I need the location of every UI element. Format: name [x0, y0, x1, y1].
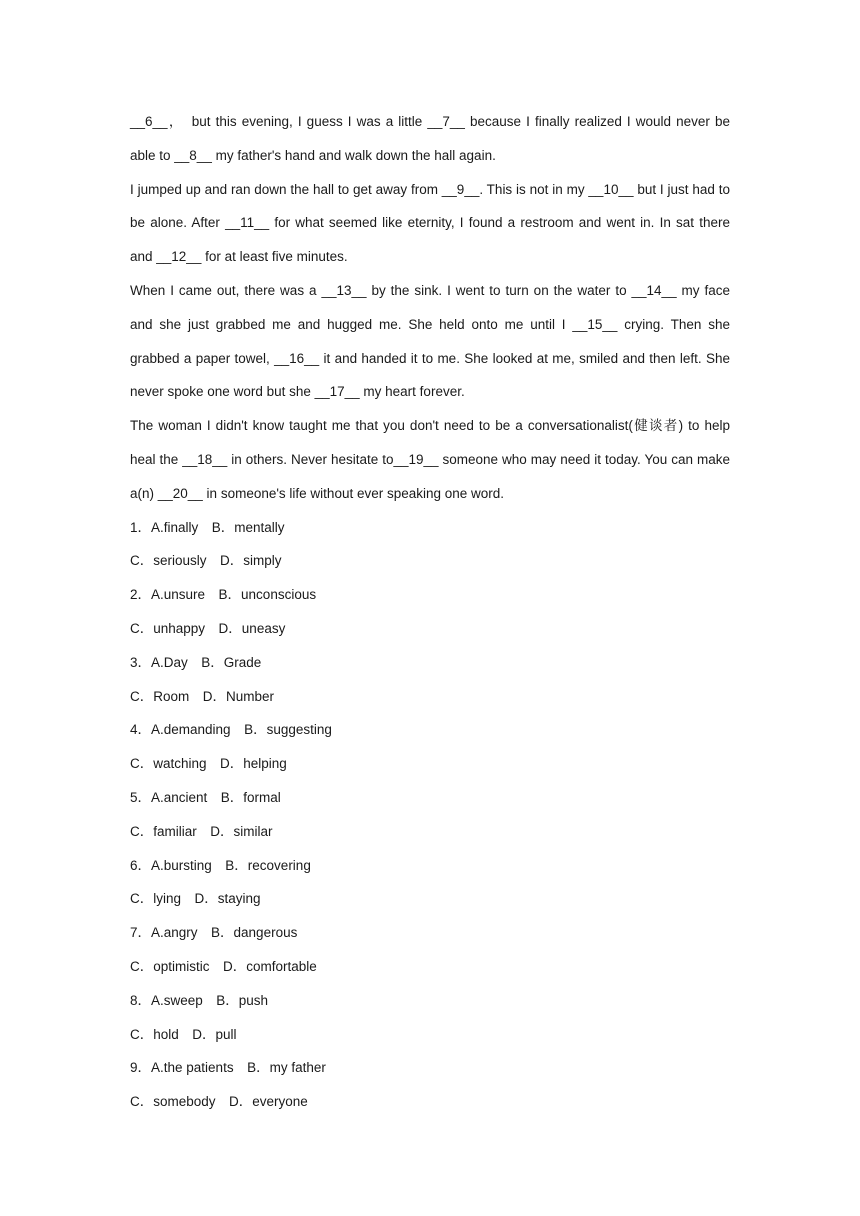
option-row: C．Room D．Number	[130, 688, 275, 704]
option-row: C．somebody D．everyone	[130, 1094, 308, 1110]
passage-paragraph: The woman I didn't know taught me that you don't need to be a conversationalist(健谈者) to help heal the __18__ in others. Never hesitate to__19__ someone who may need it today. You can make a(n) __20__ in someone's life without ever speaking one word.	[130, 418, 730, 501]
answer-options	[130, 511, 730, 1119]
option-row: C．unhappy D．uneasy	[130, 620, 286, 636]
option-row: 3．A.Day B．Grade	[130, 654, 262, 670]
option-row: 2．A.unsure B．unconscious	[130, 587, 317, 603]
option-row: 1．A.finally B．mentally	[130, 519, 285, 535]
document-page	[130, 105, 730, 1119]
option-row: C．lying D．staying	[130, 891, 261, 907]
option-row: C．seriously D．simply	[130, 553, 282, 569]
option-row: 9．A.the patients B．my father	[130, 1060, 326, 1076]
passage-paragraph: When I came out, there was a __13__ by the sink. I went to turn on the water to __14__ my face and she just grabbed me and hugged me. She held onto me until I __15__ crying. Then she grabbed a paper towel, __16__ it and handed it to me. She looked at me, smiled and then left. She never spoke one word but she __17__ my heart forever.	[130, 282, 730, 400]
passage-paragraph: __6__， but this evening, I guess I was a little __7__ because I finally realized I would never be able to __8__ my father's hand and walk down the hall again.	[130, 114, 730, 163]
option-row: 6．A.bursting B．recovering	[130, 857, 311, 873]
option-row: 5．A.ancient B．formal	[130, 789, 281, 805]
passage	[130, 105, 730, 511]
option-row: C．familiar D．similar	[130, 823, 273, 839]
option-row: 8．A.sweep B．push	[130, 992, 269, 1008]
option-row: 7．A.angry B．dangerous	[130, 925, 298, 941]
option-row: C．hold D．pull	[130, 1026, 237, 1042]
passage-paragraph: I jumped up and ran down the hall to get away from __9__. This is not in my __10__ but I just had to be alone. After __11__ for what seemed like eternity, I found a restroom and went in. In sat there and __12__ for at least five minutes.	[130, 181, 730, 265]
option-row: C．optimistic D．comfortable	[130, 958, 317, 974]
option-row: C．watching D．helping	[130, 756, 287, 772]
option-row: 4．A.demanding B．suggesting	[130, 722, 332, 738]
